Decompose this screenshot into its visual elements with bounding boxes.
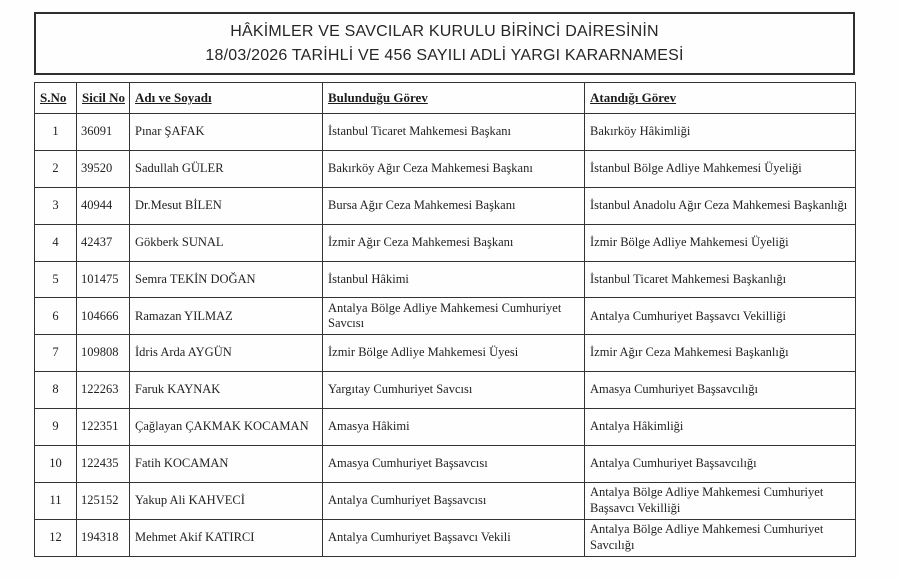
cell-sno: 12 — [35, 519, 77, 556]
table-row — [35, 409, 856, 446]
column-header-current-post: Bulunduğu Görev — [323, 83, 585, 114]
cell-name: İdris Arda AYGÜN — [130, 335, 323, 372]
cell-sno: 11 — [35, 482, 77, 519]
cell-name: Semra TEKİN DOĞAN — [130, 261, 323, 298]
cell-sicil-no: 36091 — [77, 114, 130, 151]
cell-sicil-no: 42437 — [77, 224, 130, 261]
cell-assigned-post: Bakırköy Hâkimliği — [585, 114, 856, 151]
cell-assigned-post: Antalya Cumhuriyet Başsavcılığı — [585, 446, 856, 483]
cell-name: Pınar ŞAFAK — [130, 114, 323, 151]
cell-sno: 2 — [35, 150, 77, 187]
cell-current-post: İzmir Ağır Ceza Mahkemesi Başkanı — [323, 224, 585, 261]
cell-name: Çağlayan ÇAKMAK KOCAMAN — [130, 409, 323, 446]
cell-current-post: Yargıtay Cumhuriyet Savcısı — [323, 372, 585, 409]
cell-current-post: İstanbul Hâkimi — [323, 261, 585, 298]
table-row — [35, 372, 856, 409]
document-header — [34, 12, 855, 75]
cell-name: Yakup Ali KAHVECİ — [130, 482, 323, 519]
cell-name: Mehmet Akif KATIRCI — [130, 519, 323, 556]
cell-sno: 4 — [35, 224, 77, 261]
document-title-line2: 18/03/2026 TARİHLİ VE 456 SAYILI ADLİ YARGI KARARNAMESİ — [205, 46, 684, 64]
cell-assigned-post: Antalya Cumhuriyet Başsavcı Vekilliği — [585, 298, 856, 335]
cell-sno: 6 — [35, 298, 77, 335]
table-row — [35, 114, 856, 151]
cell-current-post: Bakırköy Ağır Ceza Mahkemesi Başkanı — [323, 150, 585, 187]
cell-sicil-no: 39520 — [77, 150, 130, 187]
cell-current-post: Bursa Ağır Ceza Mahkemesi Başkanı — [323, 187, 585, 224]
cell-assigned-post: Antalya Bölge Adliye Mahkemesi Cumhuriyet Savcılığı — [585, 519, 856, 556]
table-row — [35, 446, 856, 483]
cell-sno: 1 — [35, 114, 77, 151]
cell-sno: 5 — [35, 261, 77, 298]
cell-sno: 9 — [35, 409, 77, 446]
cell-sicil-no: 125152 — [77, 482, 130, 519]
cell-sno: 3 — [35, 187, 77, 224]
table-row — [35, 519, 856, 556]
cell-current-post: İzmir Bölge Adliye Mahkemesi Üyesi — [323, 335, 585, 372]
cell-name: Ramazan YILMAZ — [130, 298, 323, 335]
cell-sicil-no: 122263 — [77, 372, 130, 409]
table-row — [35, 298, 856, 335]
table-row — [35, 187, 856, 224]
cell-assigned-post: İstanbul Ticaret Mahkemesi Başkanlığı — [585, 261, 856, 298]
table-row — [35, 261, 856, 298]
cell-sicil-no: 122435 — [77, 446, 130, 483]
cell-current-post: Amasya Cumhuriyet Başsavcısı — [323, 446, 585, 483]
cell-name: Sadullah GÜLER — [130, 150, 323, 187]
cell-name: Dr.Mesut BİLEN — [130, 187, 323, 224]
cell-current-post: Antalya Bölge Adliye Mahkemesi Cumhuriyet Savcısı — [323, 298, 585, 335]
cell-assigned-post: İstanbul Anadolu Ağır Ceza Mahkemesi Başkanlığı — [585, 187, 856, 224]
cell-name: Gökberk SUNAL — [130, 224, 323, 261]
cell-assigned-post: Antalya Bölge Adliye Mahkemesi Cumhuriyet Başsavcı Vekilliği — [585, 482, 856, 519]
column-header-assigned-post: Atandığı Görev — [585, 83, 856, 114]
document-title-line1: HÂKİMLER VE SAVCILAR KURULU BİRİNCİ DAİRESİNİN — [230, 23, 659, 41]
table-row — [35, 150, 856, 187]
cell-sicil-no: 40944 — [77, 187, 130, 224]
column-header-sicil-no: Sicil No — [77, 83, 130, 114]
assignment-table — [34, 82, 856, 557]
cell-current-post: Antalya Cumhuriyet Başsavcı Vekili — [323, 519, 585, 556]
cell-current-post: Amasya Hâkimi — [323, 409, 585, 446]
table-row — [35, 482, 856, 519]
cell-name: Faruk KAYNAK — [130, 372, 323, 409]
cell-assigned-post: İstanbul Bölge Adliye Mahkemesi Üyeliği — [585, 150, 856, 187]
cell-sno: 7 — [35, 335, 77, 372]
cell-assigned-post: İzmir Bölge Adliye Mahkemesi Üyeliği — [585, 224, 856, 261]
cell-assigned-post: Antalya Hâkimliği — [585, 409, 856, 446]
cell-sicil-no: 122351 — [77, 409, 130, 446]
cell-assigned-post: İzmir Ağır Ceza Mahkemesi Başkanlığı — [585, 335, 856, 372]
cell-sno: 10 — [35, 446, 77, 483]
cell-sicil-no: 104666 — [77, 298, 130, 335]
column-header-name: Adı ve Soyadı — [130, 83, 323, 114]
table-row — [35, 224, 856, 261]
cell-sicil-no: 109808 — [77, 335, 130, 372]
cell-current-post: İstanbul Ticaret Mahkemesi Başkanı — [323, 114, 585, 151]
cell-current-post: Antalya Cumhuriyet Başsavcısı — [323, 482, 585, 519]
cell-sicil-no: 194318 — [77, 519, 130, 556]
cell-name: Fatih KOCAMAN — [130, 446, 323, 483]
cell-assigned-post: Amasya Cumhuriyet Başsavcılığı — [585, 372, 856, 409]
table-header-row — [35, 83, 856, 114]
cell-sicil-no: 101475 — [77, 261, 130, 298]
table-row — [35, 335, 856, 372]
cell-sno: 8 — [35, 372, 77, 409]
column-header-sno: S.No — [35, 83, 77, 114]
